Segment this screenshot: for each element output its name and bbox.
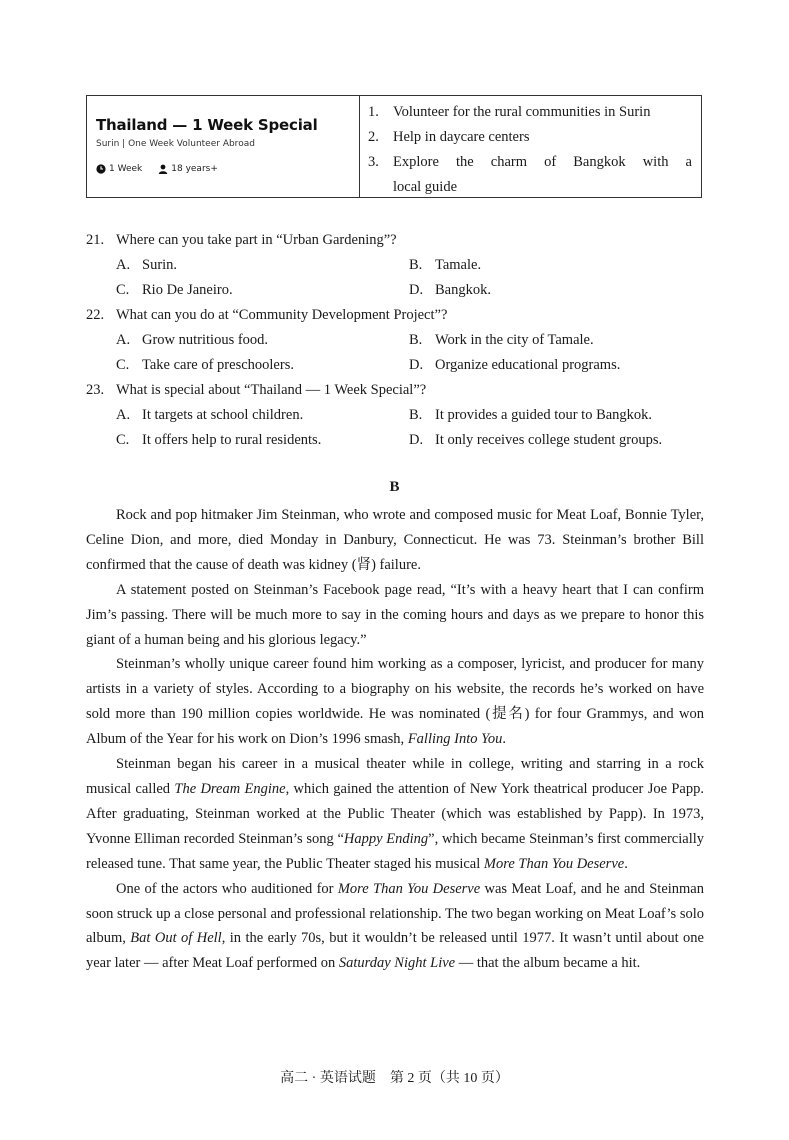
question-22 bbox=[86, 303, 702, 378]
age-badge bbox=[158, 164, 218, 174]
option-d: D. Organize educational programs. bbox=[409, 357, 621, 373]
section-heading: B bbox=[389, 479, 400, 495]
activity-item: 1. Volunteer for the rural communities in Surin bbox=[368, 104, 651, 120]
activity-item: 3. Explore the charm of Bangkok with a bbox=[368, 154, 692, 170]
question-list bbox=[86, 228, 702, 453]
option-b: B. Tamale. bbox=[409, 257, 482, 273]
musical-title: More Than You Deserve bbox=[483, 855, 625, 872]
question-stem: What is special about “Thailand — 1 Week Special”? bbox=[116, 382, 427, 398]
musical-title: More Than You Deserve bbox=[337, 880, 481, 897]
option-b: B. Work in the city of Tamale. bbox=[409, 332, 594, 348]
age-text: 18 years+ bbox=[171, 164, 218, 174]
option-d: D. Bangkok. bbox=[409, 282, 491, 298]
clock-icon bbox=[96, 164, 106, 174]
question-stem: Where can you take part in “Urban Gardening”? bbox=[116, 232, 397, 248]
paragraph: A statement posted on Steinman’s Facebook page read, “It’s with a heavy heart that I can confirm Jim’s passing. There will be much more to say in the coming hours and days as we prepare to honor this giant of a human being and his glorious legacy.” bbox=[86, 581, 704, 648]
question-stem: What can you do at “Community Development Project”? bbox=[116, 307, 448, 323]
option-a: A. It targets at school children. bbox=[116, 407, 304, 423]
paragraph: Rock and pop hitmaker Jim Steinman, who wrote and composed music for Meat Loaf, Bonnie Tyler, Celine Dion, and more, died Monday in Danbury, Connecticut. He was 73. Steinman’s brother Bill confirmed that the cause of death was kidney (肾) failure. bbox=[86, 507, 704, 573]
program-activities bbox=[360, 96, 701, 197]
option-a: A. Surin. bbox=[116, 257, 178, 273]
album-title: Falling Into You bbox=[407, 731, 503, 748]
show-title: Saturday Night Live bbox=[338, 955, 456, 972]
activity-item-continued: local guide bbox=[393, 179, 458, 195]
program-subtitle: Surin | One Week Volunteer Abroad bbox=[96, 139, 255, 149]
paragraph: Steinman’s wholly unique career found him working as a composer, lyricist, and producer for many artists in a variety of styles. According to a biography on his website, the records he’s worked on have sold more than 190 million copies worldwide. He was nominated (提名) for four Grammys, and won Album of the Year for his work on Dion’s 1996 smash, Falling Into You. bbox=[86, 656, 704, 748]
question-23 bbox=[86, 378, 702, 453]
activity-item: 2. Help in daycare centers bbox=[368, 129, 530, 145]
question-number: 23. bbox=[86, 382, 105, 398]
program-meta bbox=[96, 164, 359, 174]
option-a: A. Grow nutritious food. bbox=[116, 332, 269, 348]
person-icon bbox=[158, 164, 168, 174]
page-footer: 高二 · 英语试题 第 2 页（共 10 页） bbox=[280, 1071, 509, 1086]
option-c: C. Take care of preschoolers. bbox=[116, 357, 294, 373]
song-title: Happy Ending bbox=[343, 830, 429, 847]
album-title: Bat Out of Hell bbox=[130, 930, 222, 947]
duration-badge bbox=[96, 164, 142, 174]
option-d: D. It only receives college student groups. bbox=[409, 432, 663, 448]
musical-title: The Dream Engine bbox=[174, 780, 286, 797]
program-title: Thailand — 1 Week Special bbox=[96, 116, 318, 134]
program-card bbox=[87, 96, 360, 197]
option-b: B. It provides a guided tour to Bangkok. bbox=[409, 407, 653, 423]
question-number: 22. bbox=[86, 307, 105, 323]
paragraph: Steinman began his career in a musical theater while in college, writing and starring in a rock musical called The Dream Engine, which gained the attention of New York theatrical producer Joe Papp. After graduating, Steinman worked at the Public Theater (which was established by Papp). In 1973, Yvonne Elliman recorded Steinman’s song “Happy Ending”, which became Steinman’s first commercially released tune. That same year, the Public Theater staged his musical More Than You Deserve. bbox=[86, 756, 704, 872]
reading-passage bbox=[86, 503, 704, 976]
question-number: 21. bbox=[86, 232, 105, 248]
program-table bbox=[86, 95, 702, 198]
option-c: C. Rio De Janeiro. bbox=[116, 282, 233, 298]
duration-text: 1 Week bbox=[109, 164, 143, 174]
paragraph: One of the actors who auditioned for More Than You Deserve was Meat Loaf, and he and Steinman soon struck up a close personal and professional relationship. The two began working on Meat Loaf’s solo album, Bat Out of Hell, in the early 70s, but it wouldn’t be released until 1977. It wasn’t until about one year later — after Meat Loaf performed on Saturday Night Live — that the album became a hit. bbox=[86, 880, 704, 972]
option-c: C. It offers help to rural residents. bbox=[116, 432, 322, 448]
question-21 bbox=[86, 228, 702, 303]
